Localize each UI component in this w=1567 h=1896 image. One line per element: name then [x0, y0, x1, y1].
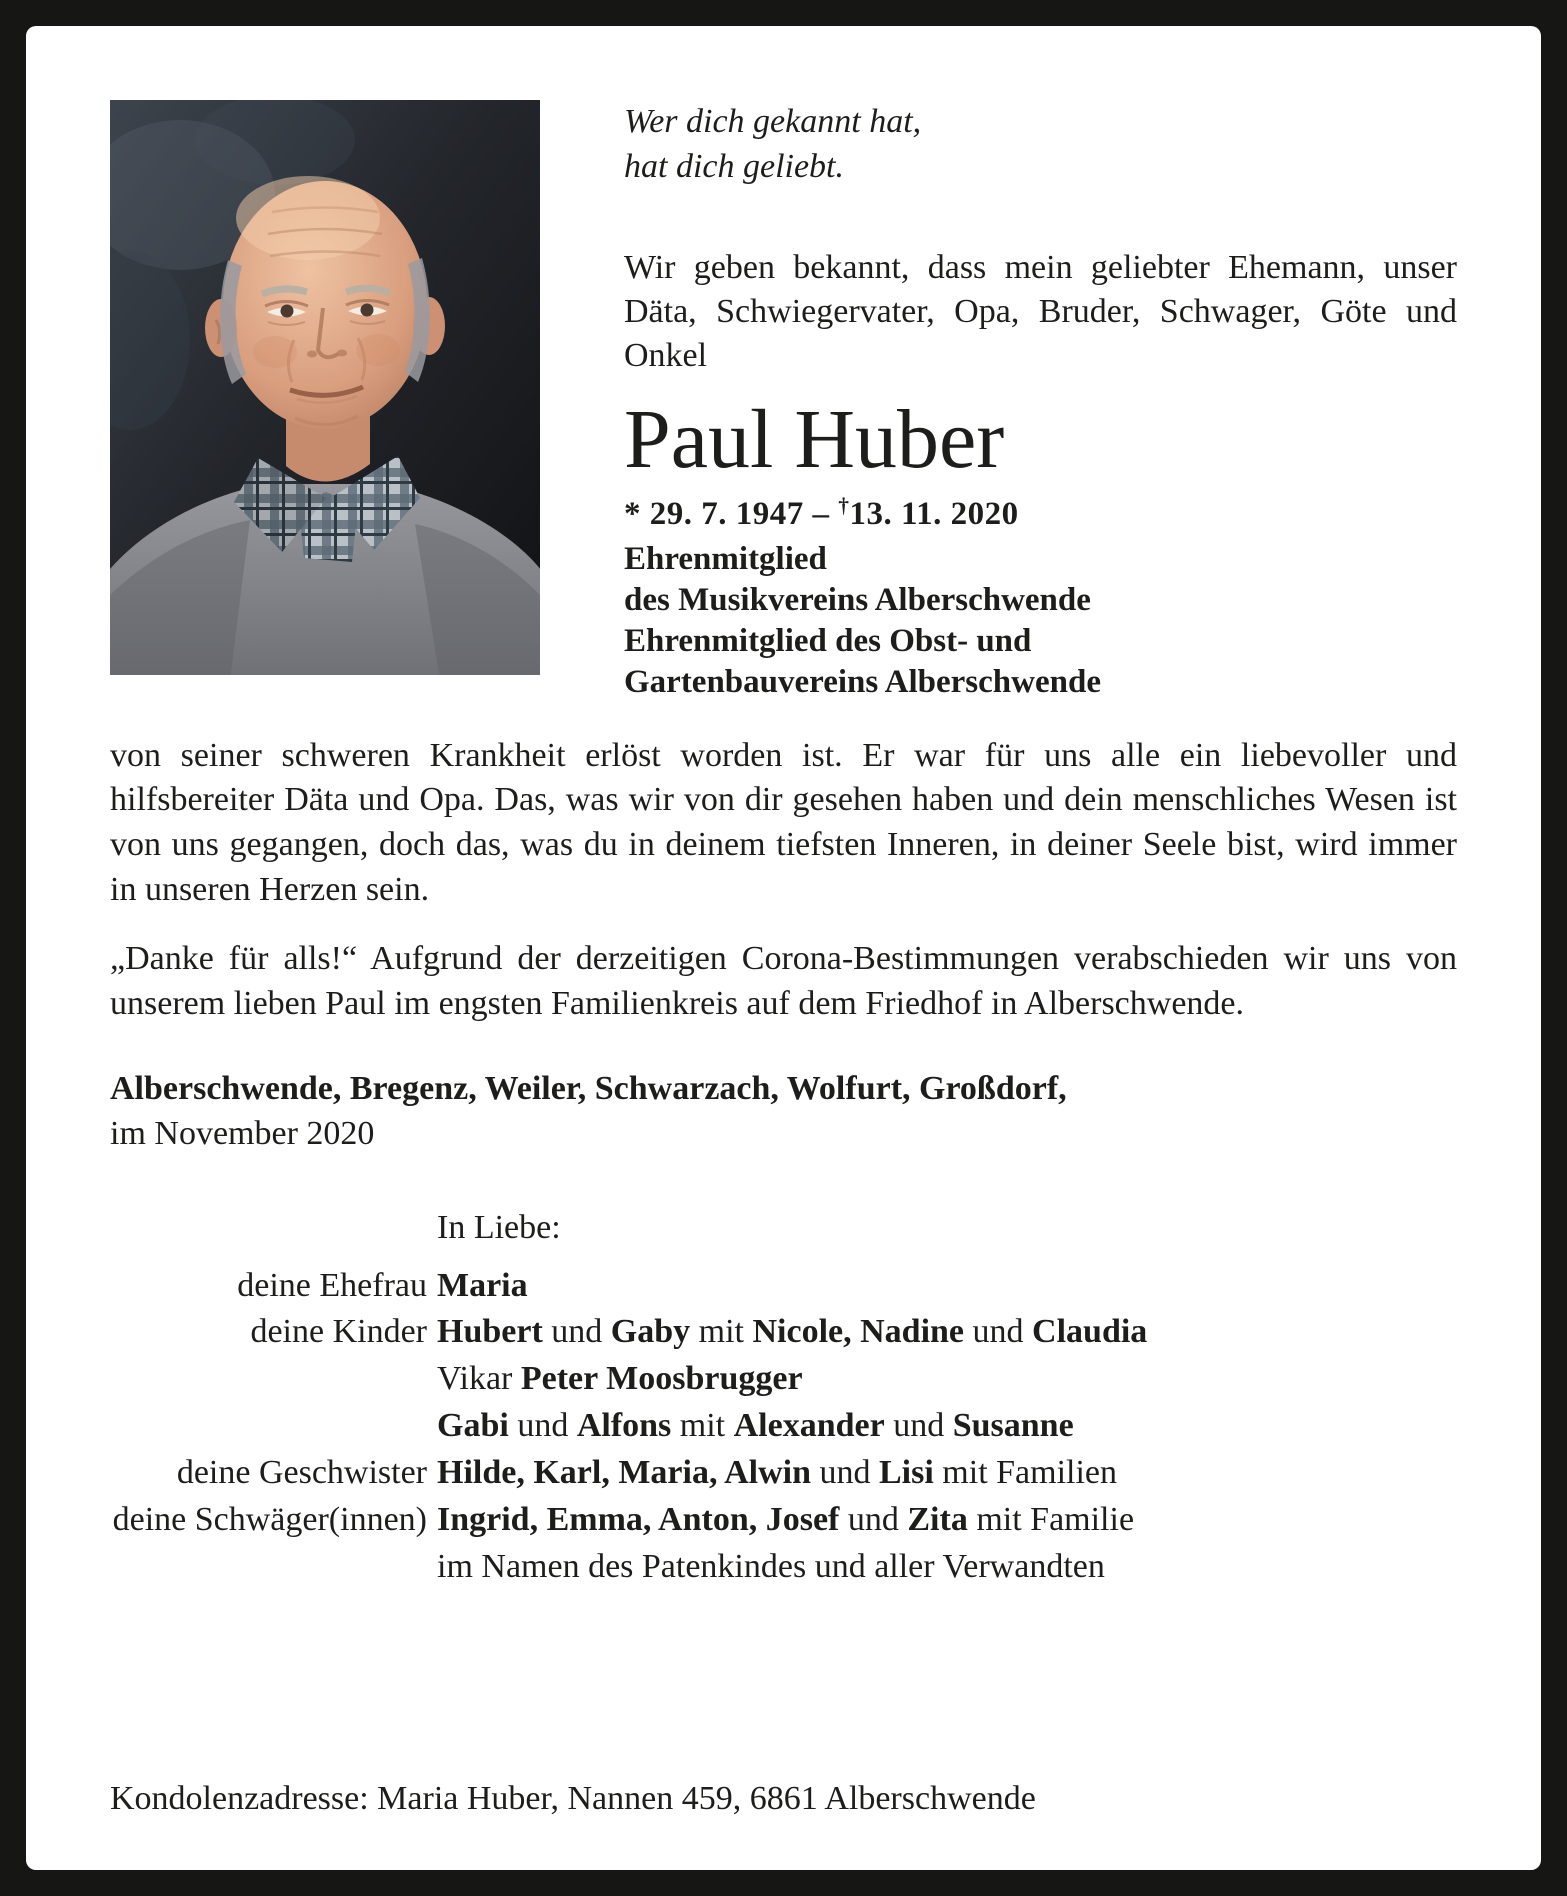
family-names: Ingrid, Emma, Anton, Josef und Zita mit Familie [437, 1501, 1135, 1539]
dates-separator: – [812, 495, 830, 532]
month-year-line: im November 2020 [110, 1114, 375, 1152]
header-text-column [624, 100, 1457, 704]
body-paragraph-1: von seiner schweren Krankheit erlöst worden ist. Er war für uns alle ein liebevoller und hilfsbereiter Däta und Opa. Das, was wir von dir gesehen haben und dein menschliches Wesen ist von uns gegangen, doch das, was du in deinem tiefsten Inneren, in deiner Seele bist, wird immer in unseren Herzen sein. [110, 736, 1457, 909]
birth-date: 29. 7. 1947 [649, 495, 804, 532]
announcement-text: Wir geben bekannt, dass mein geliebter Ehemann, unser Däta, Schwiegervater, Opa, Bruder, Schwager, Göte und Onkel [624, 248, 1457, 375]
family-section [110, 1209, 1457, 1591]
portrait-photo [110, 100, 540, 675]
family-relation-label [110, 1403, 427, 1450]
family-names: Gabi und Alfons mit Alexander und Susanne [437, 1407, 1074, 1445]
portrait-illustration [110, 100, 540, 675]
honor-line: Gartenbauvereins Alberschwende [624, 664, 1101, 701]
family-names: Maria [437, 1266, 528, 1304]
family-names: Hilde, Karl, Maria, Alwin und Lisi mit Familien [437, 1454, 1118, 1492]
header-section [110, 100, 1457, 704]
family-row [110, 1309, 1457, 1356]
family-row [110, 1356, 1457, 1403]
family-names: im Namen des Patenkindes und aller Verwandten [437, 1547, 1105, 1585]
family-relation-label [110, 1356, 427, 1403]
places-line: Alberschwende, Bregenz, Weiler, Schwarzach, Wolfurt, Großdorf, [110, 1069, 1067, 1107]
life-dates [624, 493, 1457, 533]
epigraph-line-2: hat dich geliebt. [624, 147, 845, 185]
honor-line: des Musikvereins Alberschwende [624, 581, 1091, 618]
places-and-date [110, 1067, 1457, 1157]
birth-symbol: * [624, 495, 641, 532]
family-relation-label: deine Kinder [250, 1313, 427, 1351]
family-rows [110, 1263, 1457, 1591]
family-row [110, 1450, 1457, 1497]
deceased-name: Paul Huber [624, 393, 1005, 487]
honor-line: Ehrenmitglied des Obst- und [624, 623, 1032, 659]
family-relation-label: deine Schwäger(innen) [112, 1501, 427, 1539]
epigraph-line-1: Wer dich gekannt hat, [624, 103, 922, 140]
condolence-address: Kondolenzadresse: Maria Huber, Nannen 459, 6861 Alberschwende [110, 1780, 1036, 1817]
family-row [110, 1403, 1457, 1450]
family-row [110, 1497, 1457, 1544]
family-row [110, 1544, 1457, 1591]
family-names: Hubert und Gaby mit Nicole, Nadine und Claudia [437, 1313, 1148, 1351]
family-row [110, 1263, 1457, 1310]
body-paragraph-2: „Danke für alls!“ Aufgrund der derzeitigen Corona-Bestimmungen verabschieden wir uns von unserem lieben Paul im engsten Familienkreis auf dem Friedhof in Alberschwende. [110, 940, 1457, 1022]
death-date: 13. 11. 2020 [849, 495, 1019, 532]
family-relation-label: deine Ehefrau [237, 1266, 427, 1304]
family-names: Vikar Peter Moosbrugger [437, 1360, 803, 1398]
honors-list [624, 539, 1457, 704]
obituary-paper [26, 26, 1541, 1870]
family-relation-label: deine Geschwister [176, 1454, 427, 1492]
family-relation-label [110, 1544, 427, 1591]
family-heading: In Liebe: [437, 1208, 561, 1246]
death-symbol: † [838, 492, 850, 517]
honor-line: Ehrenmitglied [624, 540, 827, 577]
epigraph [624, 100, 1457, 190]
